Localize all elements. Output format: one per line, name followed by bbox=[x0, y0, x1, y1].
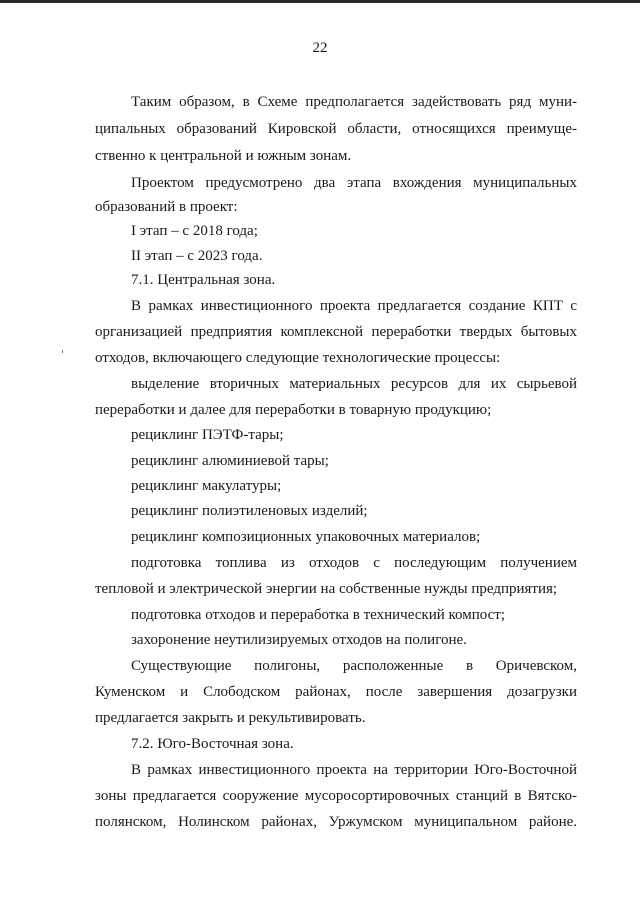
paragraph-line: В рамках инвестиционного проекта на территории Юго-Восточной bbox=[131, 762, 577, 778]
paragraph-line: организацией предприятия комплексной переработки твердых бытовых bbox=[95, 324, 577, 340]
top-border-line bbox=[0, 0, 640, 3]
paragraph-line: выделение вторичных материальных ресурсов для их сырьевой bbox=[131, 376, 577, 392]
list-item: захоронение неутилизируемых отходов на полигоне. bbox=[131, 632, 467, 648]
list-item: рециклинг полиэтиленовых изделий; bbox=[131, 503, 368, 519]
paragraph-line: отходов, включающего следующие технологические процессы: bbox=[95, 350, 501, 366]
paragraph-line: полянском, Нолинском районах, Уржумском муниципальном районе. bbox=[95, 814, 577, 830]
section-heading: 7.2. Юго-Восточная зона. bbox=[131, 736, 294, 752]
paragraph-line: В рамках инвестиционного проекта предлагается создание КПТ с bbox=[131, 298, 577, 314]
list-item: I этап – с 2018 года; bbox=[131, 223, 258, 239]
paragraph-line: подготовка топлива из отходов с последующим получением bbox=[131, 555, 577, 571]
list-item: рециклинг алюминиевой тары; bbox=[131, 453, 329, 469]
paragraph-line: зоны предлагается сооружение мусоросортировочных станций в Вятско- bbox=[95, 788, 577, 804]
paragraph-line: тепловой и электрической энергии на собственные нужды предприятия; bbox=[95, 581, 558, 597]
paragraph-line: предлагается закрыть и рекультивировать. bbox=[95, 710, 366, 726]
list-item: рециклинг ПЭТФ-тары; bbox=[131, 427, 284, 443]
paragraph-line: ципальных образований Кировской области, относящихся преимуще- bbox=[95, 121, 577, 137]
margin-mark bbox=[62, 350, 63, 353]
paragraph-line: Таким образом, в Схеме предполагается задействовать ряд муни- bbox=[131, 94, 577, 110]
paragraph-line: образований в проект: bbox=[95, 199, 238, 215]
paragraph-line: Проектом предусмотрено два этапа вхождения муниципальных bbox=[131, 175, 577, 191]
paragraph-line: ственно к центральной и южным зонам. bbox=[95, 148, 352, 164]
paragraph-line: Существующие полигоны, расположенные в Оричевском, bbox=[131, 658, 577, 674]
list-item: рециклинг композиционных упаковочных материалов; bbox=[131, 529, 481, 545]
list-item: рециклинг макулатуры; bbox=[131, 478, 282, 494]
list-item: подготовка отходов и переработка в технический компост; bbox=[131, 607, 506, 623]
list-item: II этап – с 2023 года. bbox=[131, 248, 263, 264]
paragraph-line: Куменском и Слободском районах, после завершения дозагрузки bbox=[95, 684, 577, 700]
section-heading: 7.1. Центральная зона. bbox=[131, 272, 276, 288]
paragraph-line: переработки и далее для переработки в товарную продукцию; bbox=[95, 402, 492, 418]
page-number: 22 bbox=[312, 40, 328, 56]
